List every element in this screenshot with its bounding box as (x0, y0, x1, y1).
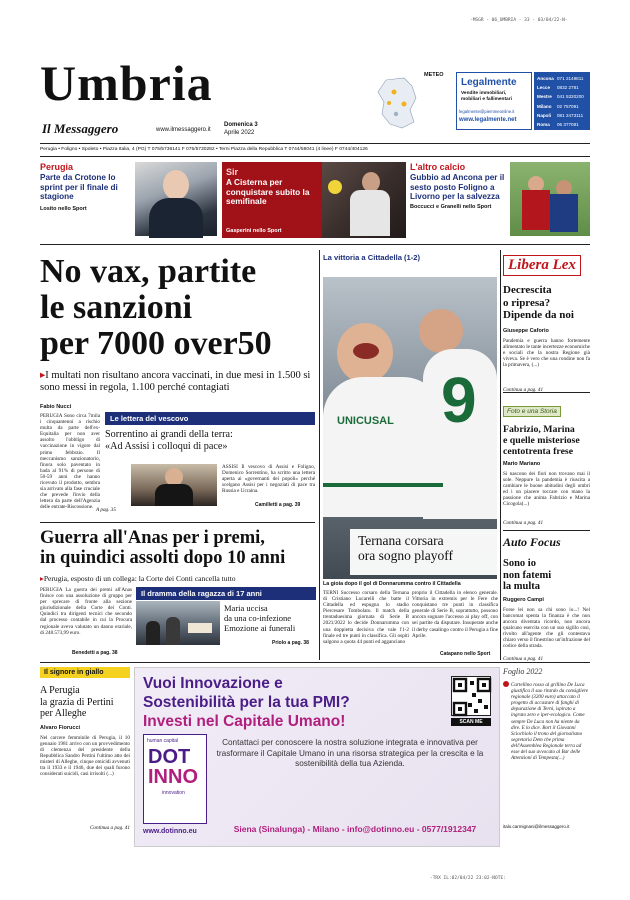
foto-storia-author: Mario Mariano (503, 461, 541, 467)
ad-pitch: Contattaci per conoscere la nostra soluzione integrata e innovativa per trasformare il Capitale Umano in una risorsa strategica per la crescita e la sostenibilità della tua Azienda. (216, 738, 484, 768)
bishop-body: ASSISI Il vescovo di Assisi e Foligno, Domenico Sorrentino, ha scritto una lettera aperta ai «governanti dei popoli» perché scelgano Assisi per i negoziati di pace tra Russia e Ucraina. (222, 464, 315, 495)
contact-cities: Ancona Lecce Mestre Milano Napoli Roma (537, 76, 554, 128)
foto-storia[interactable] (503, 398, 590, 526)
teaser-title: Gubbio ad Ancona per il sesto posto Foligno a Livorno per la salvezza (410, 173, 505, 201)
teaser-perugia[interactable] (40, 162, 220, 238)
issue-month: Aprile 2022 (224, 130, 255, 136)
foto-storia-badge: Foto e una Storia (503, 406, 561, 417)
issue-day: Domenica 3 (224, 122, 258, 128)
anas-deck: ▸Perugia, esposto di un collega: la Corte dei Conti cancella tutto (40, 574, 236, 583)
foto-storia-body: Si nascono dei fiori non trovano mai il sole. Neppure la pandemia è riuscita a cambiare le buone abitudini degli umbri ed i un piacere toccare con mano la passione che anima Fabrizio e Marina Cicogola(...) (503, 471, 590, 508)
teaser-byline: Gasperini nello Sport (226, 228, 282, 234)
ternana-title: Ternana corsara (358, 533, 444, 548)
teaser-kicker: Sir (226, 167, 239, 177)
signore-author: Alvaro Fiorucci (40, 724, 81, 731)
coach-photo (135, 162, 217, 236)
dotinno-ad[interactable] (134, 667, 500, 847)
ternana-title: ora sogno playoff (358, 548, 453, 563)
libera-lex-page: Continua a pag. 41 (503, 386, 544, 393)
teaser-kicker: Perugia (40, 162, 74, 172)
legalmente-ad[interactable] (456, 72, 532, 130)
libera-lex-author: Giuseppe Caforio (503, 327, 549, 334)
signore-title: A Perugia la grazia di Pertini per Alleghe (40, 685, 114, 719)
sun-icon (387, 101, 391, 105)
ternana-col2: proprio il Cittadella in elenco generale. Vittoria in extremis per le Fere che conquistano tre punti in classifica generale di Serie B, soprattutto, possono ancora sognare l'accesso ai play off, con sei partite da disputare. Insuperate anche il derby casalingo contro il Perugia a fine Aprile. (412, 590, 498, 639)
teaser-sir[interactable] (222, 162, 406, 238)
dotinno-logo: human capital DOT INNO innovation (143, 734, 207, 824)
dotinno-site: www.dotinno.eu (143, 828, 197, 835)
bishop-author: Camilletti a pag. 39 (255, 502, 301, 508)
main-headline (40, 254, 315, 362)
girl-section-label: Il dramma della ragazza di 17 anni (136, 587, 316, 600)
libera-lex-badge: Libera Lex (503, 255, 581, 276)
legalmente-site[interactable]: www.legalmente.net (459, 117, 517, 123)
anas-body: PERUGIA La guerra dei premi all'Anas finisce con una assoluzione di gruppo per per sprecare di fronte alla sezione giurisdizionale della Corte dei Conti. Quindici tra dirigenti tecnici che secondo dal processo contabile in cui la Procura regionale aveva valutato un danno erariale, di 248.573,99 euro. (40, 587, 132, 636)
main-page-ref[interactable]: A pag. 35 (96, 507, 116, 513)
bishop-title: Sorrentino ai grandi della terra: (105, 429, 233, 440)
foglio-badge: Foglio 2022 (503, 667, 543, 676)
signore-section-label: Il signore in giallo (40, 667, 130, 678)
legalmente-brand: Legalmente (461, 77, 517, 88)
ad-footer: Siena (Sinalunga) - Milano - info@dotinno.eu - 0577/1912347 (233, 824, 477, 834)
paper-name: Il Messaggero (42, 121, 119, 136)
teaser-byline: Losito nello Sport (40, 205, 87, 212)
signore-story[interactable] (40, 667, 130, 847)
foglio-email: italo.carmignani@ilmessaggero.it (503, 824, 570, 829)
address-line: Perugia • Foligno • Spoleto • Piazza Italia, 4 (PG) T 075/5736141 F 075/5730282 • Terni Piazza della Repubblica T 0744/58041 (4 linee) F 0744/404126 (40, 147, 368, 152)
bishop-title: «Ad Assisi i colloqui di pace» (105, 440, 228, 452)
qr-code-icon[interactable] (451, 676, 491, 716)
sun-icon (402, 102, 407, 107)
sun-icon (392, 90, 397, 95)
meteo-map (374, 76, 424, 131)
bishop-photo (131, 464, 217, 506)
top-print-code: -MSGR - 06_UMBRIA - 33 - 03/04/22-N- (470, 18, 568, 23)
anas-headline: Guerra all'Anas per i premi, in quindici assolti dopo 10 anni (40, 528, 286, 568)
legalmente-tagline: Vendite immobiliari, (461, 91, 507, 96)
libera-lex[interactable] (503, 254, 590, 404)
teaser-title: A Cisterna per conquistare subito la semifinale (226, 177, 310, 206)
ternana-col1: TERNI Successo corsaro della Ternana di Cristiano Lucarelli che batte il Cittadella ed espugna lo stadio Piercesare Tombolato. Il match della trentaduesima giornata di Serie B 2021/2022 lo decide Donnarumma con una doppietta decisiva che vale l'1-2 finale ed tre punti in classifica. Gli ospiti salgono a quota 44 punti ed agganciano (323, 590, 409, 645)
auto-focus-title: Sono io non fatemi la multa (503, 558, 552, 592)
girl-title: Maria uccisa da una co-infezione Emozione ai funerali (224, 603, 296, 633)
girl-author: Priolo a pag. 38 (272, 640, 309, 646)
funeral-photo (136, 601, 220, 645)
meteo-label: METEO (424, 72, 444, 78)
ternana-caption: La gioia dopo il gol di Donnarumma contro il Cittadella (323, 581, 461, 587)
volleyball-photo (322, 162, 406, 238)
foto-storia-title: Fabrizio, Marina e quelle misteriose centotrenta frese (503, 424, 580, 457)
website-link[interactable]: www.ilmessaggero.it (156, 127, 211, 133)
auto-focus[interactable] (503, 535, 590, 663)
ternana-author[interactable]: Catapano nello Sport (440, 651, 491, 657)
main-headline-line: le sanzioni (40, 289, 193, 326)
main-headline-line: No vax, partite (40, 253, 257, 290)
signore-body: Nel carcere femminile di Perugia, il 10 gennaio 1981 arrivo con un provvedimento di clemenza del presidente della Repubblica Sandro Pertini l'ultimo atto dei misteri di Alleghe, cinque omicidi avvenuti tra il 1933 e il 1946, due dei quali furono considerati suicidi, casi irrisolti (...) (40, 734, 130, 778)
bottom-print-code: -TRX IL:02/04/22 23:02-NOTE: (430, 876, 506, 881)
cloud-icon (394, 112, 398, 116)
signore-page: Continua a pag. 41 (89, 824, 130, 831)
main-author: Fabio Nucci (40, 404, 72, 410)
auto-focus-author: Ruggero Campi (503, 596, 544, 603)
teaser-byline: Boccucci e Granelli nello Sport (410, 203, 492, 210)
contact-phones: 071 2149811 0832 2781 041 5320200 02 757091 081 2473111 06 377081 (557, 76, 584, 128)
ternana-photo: 9 UNICUSAL (323, 277, 497, 579)
teaser-altro-calcio[interactable] (410, 162, 590, 238)
masthead-title: Umbria (40, 55, 213, 111)
scan-me-label: SCAN ME (451, 718, 491, 726)
libera-lex-body: Pandemia e guerra hanno fortemente alimentato le tante incertezze economiche e sociali che la nostra Regione già viveva. Se è vero che una rondine non fa la primavera, (...) (503, 337, 590, 368)
main-body: PERUGIA Sono circa 7mila i cinquantenni a rischio multa da parte dell'ex-Equitalia per non aver assolto l'obbligo di vaccinazione in vigore dal primo febbraio. Il meccanismo sanzionatorio, finora solo paventato in bada al 91% di persone di 50-59 anni che hanno ricevuto il prodotto, sembra sia arrivato alla fase cruciale che prevede l'invio della lettera da parte dell'Agenzia delle entrate-Riscossione. (40, 413, 100, 511)
jersey-word: UNICUSAL (337, 415, 394, 427)
auto-focus-page: Continua a pag. 41 (503, 655, 544, 662)
main-headline-line: per 7000 over50 (40, 325, 272, 362)
bishop-story[interactable] (105, 412, 315, 508)
main-deck: ▸I multati non risultano ancora vaccinati, in due mesi in 1.500 si sono messi in regola, 1.100 perché contagiati (40, 370, 311, 394)
ternana-box[interactable] (350, 529, 500, 575)
teaser-kicker: L'altro calcio (410, 162, 466, 172)
foglio-body: Cartellino rosso al grillino De Luca giustifica il suo ritardo da consigliere regionale (3200 euro) attaccato il progetto di accastare di fanghi di depurazione di Terni, ispirato a ingrato zero e iper-ecologico. Come sempre De Luca non ha niente da dire. E lo dice. Bort il Giovanni Sciochiolo il trono del giornalismo segretaria Dem che prima dell'Assemblea Regionale terra ad esse del suo avvocato al Bar delle Attenzioni di Tempesta(...) (511, 682, 589, 762)
ad-headline: Vuoi Innovazione e Sostenibilità per la tua PMI? Investi nel Capitale Umano! (143, 675, 350, 730)
legalmente-email[interactable]: legalmente@piemmeonline.it (459, 109, 515, 114)
bishop-section-label: Le lettera del vescovo (105, 412, 315, 425)
foto-storia-page: Continua a pag. 41 (503, 520, 544, 526)
ternana-header: La vittoria a Cittadella (1-2) (323, 253, 421, 262)
girl-story[interactable] (136, 587, 316, 657)
auto-focus-badge: Auto Focus (503, 535, 561, 549)
auto-focus-body: Forse lei non sa chi sono io...! Nel bancomat spenta la finanza è che non ancora diventata ricordo, non ancora qualcuno esercita con un suo sigillo cosi, rivolto all'agente che gli contestava chiaro verso il finestrino un'infrazione del codice della strada. (503, 606, 590, 650)
teaser-title: Parte da Crotone lo sprint per il finale di stagione (40, 173, 118, 201)
football-photo (510, 162, 590, 236)
foglio-column[interactable] (503, 667, 590, 847)
anas-author[interactable]: Benedetti a pag. 38 (72, 650, 118, 656)
legalmente-contacts (534, 72, 590, 130)
bullet-icon (503, 681, 509, 687)
legalmente-tagline: mobiliari e fallimentari (461, 97, 512, 102)
libera-lex-title: Decrescita o ripresa? Dipende da noi (503, 284, 574, 321)
